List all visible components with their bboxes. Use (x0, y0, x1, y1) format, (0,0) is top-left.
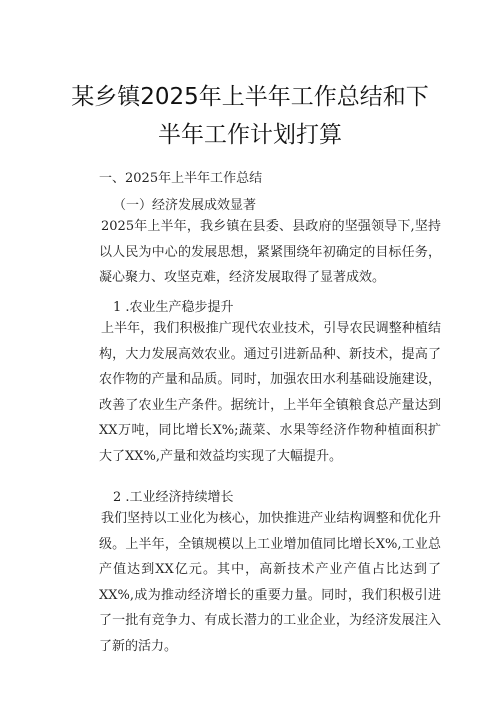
paragraph-3 (99, 506, 441, 659)
paragraph-2-text: 上半年，我们积极推广现代农业技术，引导农民调整种植结构，大力发展高效农业。通过引进新品种、新技术，提高了农作物的产量和品质。同时，加强农田水利基础设施建设，改善了农业生产条件。据统计，上半年全镇粮食总产量达到XX万吨，同比增长X%;蔬菜、水果等经济作物种植面积扩大了XX%,产量和效益均实现了大幅提升。 (99, 321, 441, 464)
paragraph-1-text: 2025年上半年，我乡镇在县委、县政府的坚强领导下,坚持以人民为中心的发展思想，紧紧围绕年初确定的目标任务，凝心聚力、攻坚克难，经济发展取得了显著成效。 (99, 219, 441, 285)
document-title-line-1: 某乡镇2025年上半年工作总结和下 (71, 84, 429, 110)
paragraph-2 (99, 316, 441, 469)
document-title-line-2: 半年工作计划打算 (158, 122, 342, 148)
item-heading-1: 1 .农业生产稳步提升 (113, 300, 234, 315)
paragraph-1 (99, 214, 441, 291)
paragraph-3-text: 我们坚持以工业化为核心，加快推进产业结构调整和优化升级。上半年，全镇规模以上工业增加值同比增长X%,工业总产值达到XX亿元。其中，高新技术产业产值占比达到了XX%,成为推动经济增长的重要力量。同时，我们积极引进了一批有竞争力、有成长潜力的工业企业，为经济发展注入了新的活力。 (99, 511, 441, 654)
item-heading-2: 2 .工业经济持续增长 (113, 490, 234, 505)
subsection-heading-1: （一）经济发展成效显著 (113, 198, 257, 213)
section-heading-1: 一、2025年上半年工作总结 (99, 171, 263, 186)
